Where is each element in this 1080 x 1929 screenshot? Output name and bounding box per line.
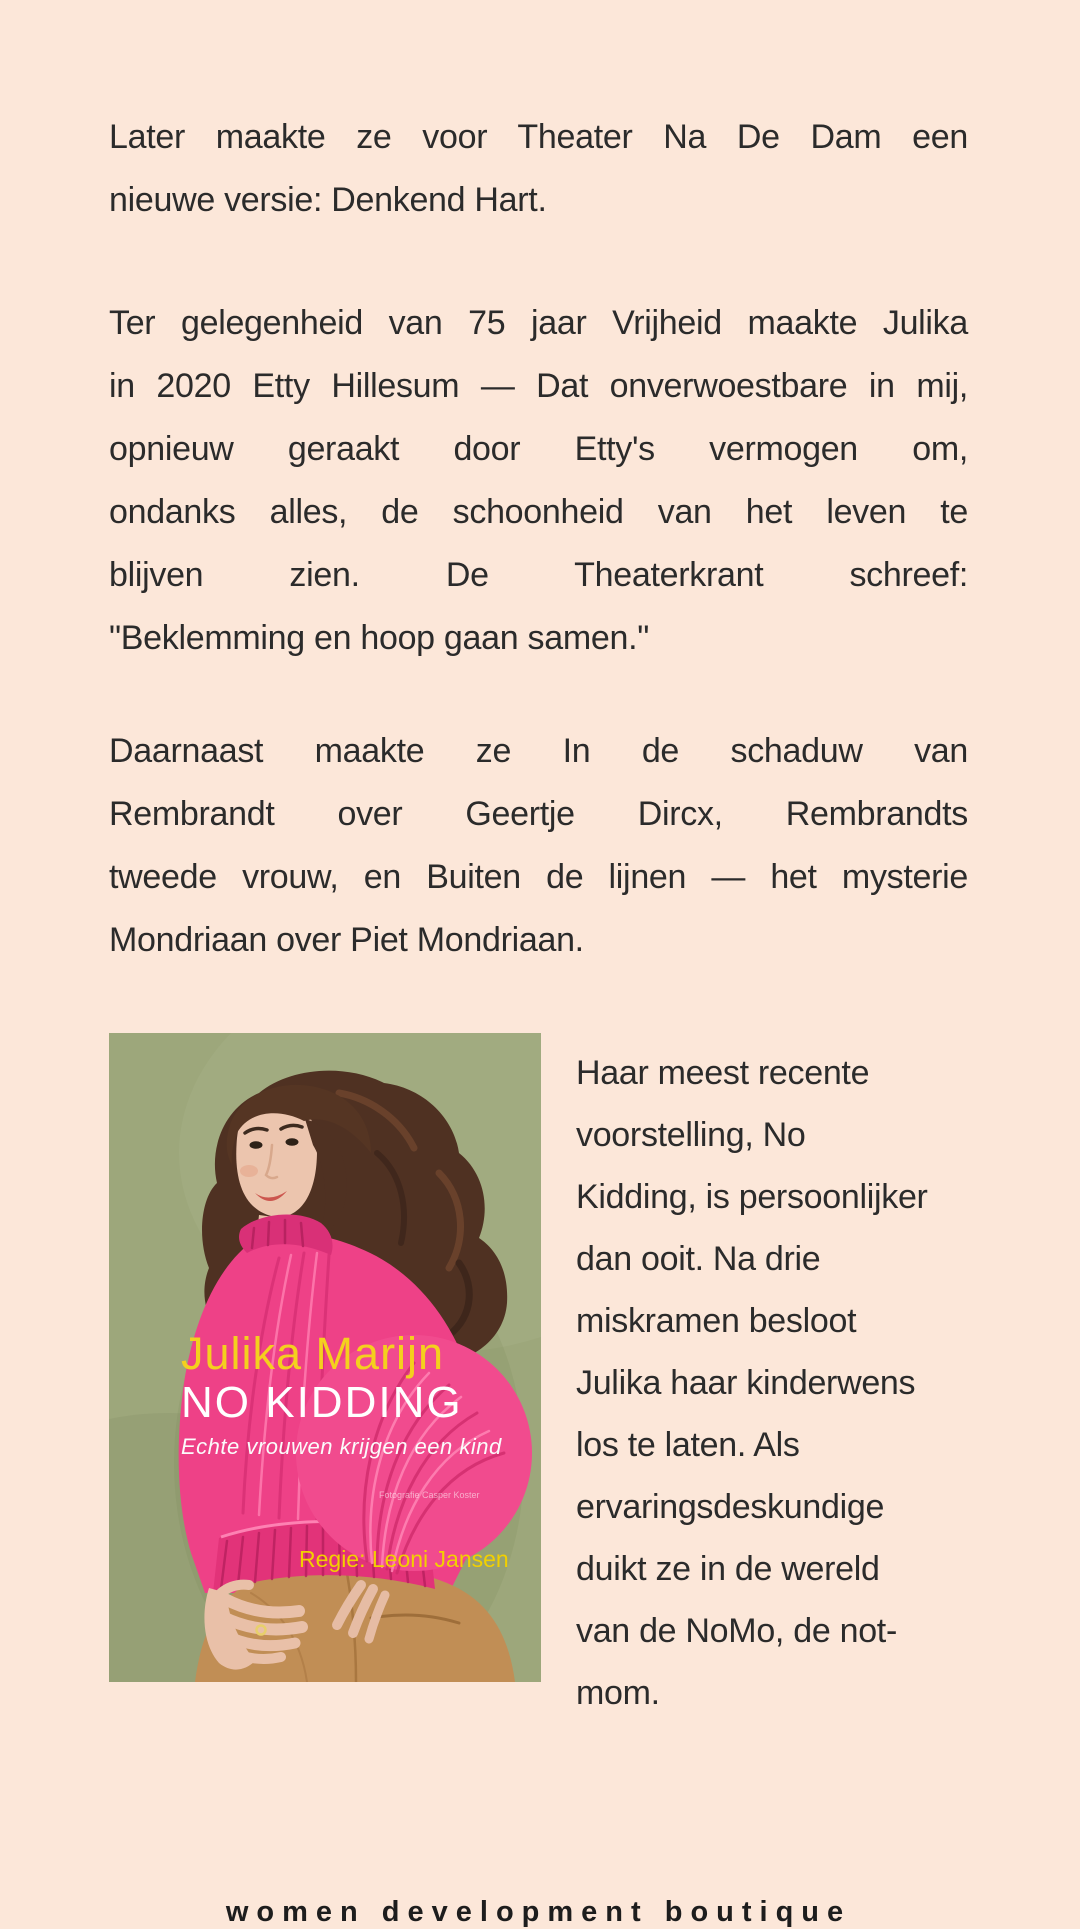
text-line: Kidding, is persoonlijker <box>576 1178 928 1216</box>
text-line: opnieuw geraakt door Etty's vermogen om, <box>109 430 968 468</box>
poster-tagline: Echte vrouwen krijgen een kind <box>181 1434 502 1459</box>
poster-director-credit: Regie: Leoni Jansen <box>299 1546 509 1572</box>
text-line: tweede vrouw, en Buiten de lijnen — het mysterie <box>109 858 968 896</box>
paragraph-rembrandt-mondriaan <box>109 720 968 972</box>
poster-title: NO KIDDING <box>181 1378 463 1427</box>
text-line: Mondriaan over Piet Mondriaan. <box>109 921 584 959</box>
text-line: Julika haar kinderwens <box>576 1364 916 1402</box>
text-line: "Beklemming en hoop gaan samen." <box>109 619 649 657</box>
text-line: mom. <box>576 1674 660 1712</box>
paragraph-no-kidding-description <box>576 1033 928 1724</box>
no-kidding-poster <box>109 1033 541 1682</box>
text-line: blijven zien. De Theaterkrant schreef: <box>109 556 968 594</box>
text-line: los te laten. Als <box>576 1426 800 1464</box>
text-line: duikt ze in de wereld <box>576 1550 880 1588</box>
poster-and-caption-row <box>109 1033 968 1724</box>
text-line: Ter gelegenheid van 75 jaar Vrijheid maakte Julika <box>109 304 968 342</box>
text-line: Later maakte ze voor Theater Na De Dam een <box>109 118 968 156</box>
text-line: nieuwe versie: Denkend Hart. <box>109 181 547 219</box>
text-line: dan ooit. Na drie <box>576 1240 821 1278</box>
text-line: miskramen besloot <box>576 1302 857 1340</box>
text-line: in 2020 Etty Hillesum — Dat onverwoestbare in mij, <box>109 367 968 405</box>
paragraph-etty-hillesum <box>109 292 968 670</box>
text-line: Haar meest recente <box>576 1054 870 1092</box>
text-line: Daarnaast maakte ze In de schaduw van <box>109 732 968 770</box>
footer-brand: women development boutique <box>225 1896 852 1928</box>
text-line: Rembrandt over Geertje Dircx, Rembrandts <box>109 795 968 833</box>
text-line: voorstelling, No <box>576 1116 806 1154</box>
poster-artist-name: Julika Marijn <box>181 1328 445 1379</box>
text-line: van de NoMo, de not- <box>576 1612 897 1650</box>
paragraph-theater-na-de-dam <box>109 106 968 232</box>
text-line: ervaringsdeskundige <box>576 1488 885 1526</box>
text-line: ondanks alles, de schoonheid van het leven te <box>109 493 968 531</box>
poster-photo-credit: Fotografie Casper Koster <box>379 1490 480 1500</box>
